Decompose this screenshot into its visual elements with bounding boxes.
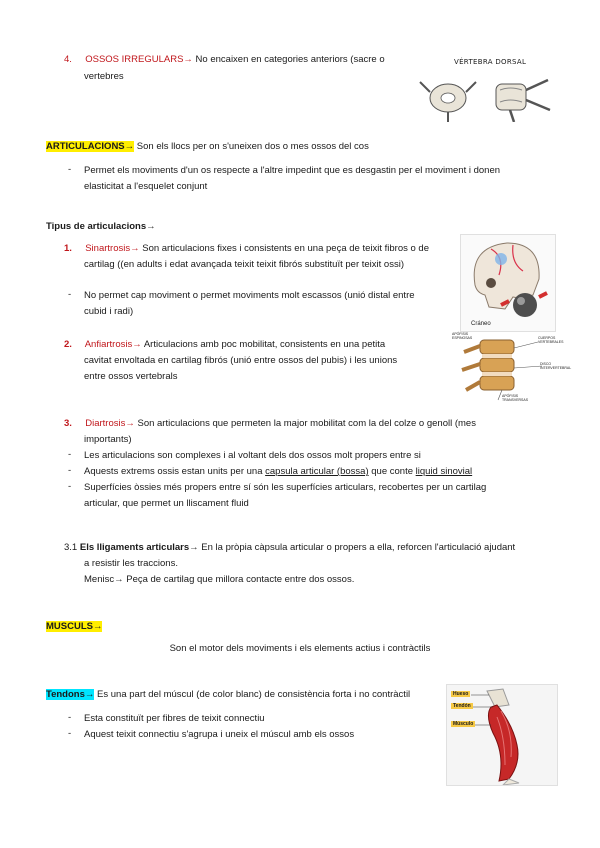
bullet-dash: - <box>68 289 72 300</box>
spine-label-transverse: APÓFISIS TRANSVERSAS <box>502 394 529 402</box>
ossos-irregulars-heading <box>64 53 385 66</box>
bullet-dash: - <box>68 712 72 723</box>
sinartrosis-bullet-line2: cubid i radi) <box>84 306 134 317</box>
lligaments-heading <box>64 541 515 554</box>
tendons-bullet2: Aquest teixit connectiu s'agrupa i uneix el múscul amb els ossos <box>84 729 355 740</box>
sinartrosis-heading <box>64 242 429 255</box>
articulacions-desc: Son els llocs per on s'uneixen dos o mes ossos del cos <box>134 141 369 152</box>
lligaments-line2: a resistir les traccions. <box>84 558 178 569</box>
bullet-dash: - <box>68 164 72 175</box>
articulacions-bullet-line2: elasticitat a l'esquelet conjunt <box>84 181 208 192</box>
spine-figure <box>452 332 572 402</box>
arrow-icon: → <box>92 621 103 632</box>
arrow-icon: → <box>183 54 193 65</box>
muscle-label-hueso: Hueso <box>453 691 469 697</box>
ossos-irregulars-line2: vertebres <box>84 71 124 82</box>
section-number: 2. <box>64 339 72 350</box>
lligaments-title: Els lligaments articulars <box>79 542 190 553</box>
skull-label: Cráneo <box>471 321 491 327</box>
vertebra-label: VÉRTEBRA DORSAL <box>454 58 527 66</box>
arrow-icon: → <box>130 243 140 254</box>
arrow-icon: → <box>146 221 156 232</box>
section-title: OSSOS IRREGULARS <box>85 54 184 65</box>
arrow-icon: → <box>124 141 135 152</box>
bullet-dash: - <box>68 465 72 476</box>
diartrosis-heading <box>64 417 476 430</box>
muscle-figure <box>446 684 558 786</box>
spine-label-bodies: CUERPOS VERTEBRALES <box>538 336 564 344</box>
bullet-dash: - <box>68 728 72 739</box>
diartrosis-desc: Son articulacions que permeten la major mobilitat com la del colze o genoll (mes <box>134 418 476 429</box>
diartrosis-bullet3-line2: articular, que permet un lliscament fluid <box>84 498 249 509</box>
capsula-term: capsula articular (bossa) <box>265 466 369 477</box>
articulacions-heading <box>46 140 369 153</box>
arrow-icon: → <box>125 418 135 429</box>
section-number: 4. <box>64 54 72 65</box>
muscle-label-tendon: Tendón <box>453 703 471 709</box>
section-number: 3. <box>64 418 72 429</box>
menisc-line: Menisc→ Peça de cartilag que millora contacte entre dos ossos. <box>84 574 355 585</box>
musculs-desc: Son el motor dels moviments i els elements actius i contràctils <box>169 643 431 654</box>
sinartrosis-bullet-line1: No permet cap moviment o permet moviments molt escassos (unió distal entre <box>84 290 415 301</box>
anfiartrosis-line2: cavitat envoltada en cartilag fibrós (unió entre ossos del pubis) i les unions <box>84 355 398 366</box>
arrow-icon: → <box>189 542 199 553</box>
spine-label-spinous: APÓFISIS ESPINOSAS <box>452 332 473 340</box>
sinartrosis-title: Sinartrosis <box>85 243 131 254</box>
musculs-heading: MUSCULS→ <box>46 621 103 632</box>
liquid-term: liquid sinovial <box>415 466 473 477</box>
diartrosis-bullet2: Aquests extrems ossis estan units per una capsula articular (bossa) que conte liquid sinovial <box>84 466 473 477</box>
diartrosis-line2: importants) <box>84 434 132 445</box>
anfiartrosis-line3: entre ossos vertebrals <box>84 371 178 382</box>
section-number: 1. <box>64 243 72 254</box>
articulacions-bullet-line1: Permet els moviments d'un os respecte a l'altre impedint que es desgastin per el moviment i donen <box>84 165 501 176</box>
sinartrosis-line2: cartilag ((en adults i edat avançada teixit teixit fibrós substituït per teixit ossi) <box>84 259 404 270</box>
arrow-icon: → <box>84 689 95 700</box>
vertebra-drawing <box>418 66 558 122</box>
diartrosis-title: Diartrosis <box>85 418 126 429</box>
lligaments-desc: En la pròpia càpsula articular o propers a ella, reforcen l'articulació ajudant <box>198 542 516 553</box>
tendons-bullet1: Esta constituït per fibres de teixit connectiu <box>84 713 265 724</box>
spine-label-disc: DISCO INTERVERTEBRAL <box>540 362 572 370</box>
tendons-desc: Es una part del múscul (de color blanc) de consistència forta i no contràctil <box>94 689 411 700</box>
tipus-heading: Tipus de articulacions→ <box>46 221 156 232</box>
articulacions-title: ARTICULACIONS→ <box>46 141 135 152</box>
section-desc: No encaixen en categories anteriors (sacre o <box>192 54 385 65</box>
vertebra-figure <box>418 56 558 122</box>
skull-figure <box>460 234 556 332</box>
sinartrosis-desc: Son articulacions fixes i consistents en una peça de teixit fibros o de <box>139 243 429 254</box>
arrow-icon: → <box>132 339 142 350</box>
arrow-icon: → <box>114 574 124 585</box>
muscle-drawing <box>447 685 557 785</box>
anfiartrosis-desc: Articulacions amb poc mobilitat, consistents en una petita <box>141 339 386 350</box>
muscle-label-musculo: Músculo <box>453 721 474 727</box>
anfiartrosis-heading <box>64 338 385 351</box>
tendons-heading: Tendons→ Es una part del múscul (de color blanc) de consistència forta i no contràctil <box>46 689 411 700</box>
bullet-dash: - <box>68 481 72 492</box>
skull-drawing <box>461 235 555 321</box>
menisc-term: Menisc <box>84 574 115 585</box>
anfiartrosis-title: Anfiartrosis <box>84 339 133 350</box>
section-number: 3.1 <box>64 542 78 553</box>
diartrosis-bullet1: Les articulacions son complexes i al voltant dels dos ossos molt propers entre si <box>84 450 421 461</box>
bullet-dash: - <box>68 449 72 460</box>
diartrosis-bullet3-line1: Superfícies òssies més propers entre sí són les superfícies articulars, recobertes per un cartilag <box>84 482 487 493</box>
